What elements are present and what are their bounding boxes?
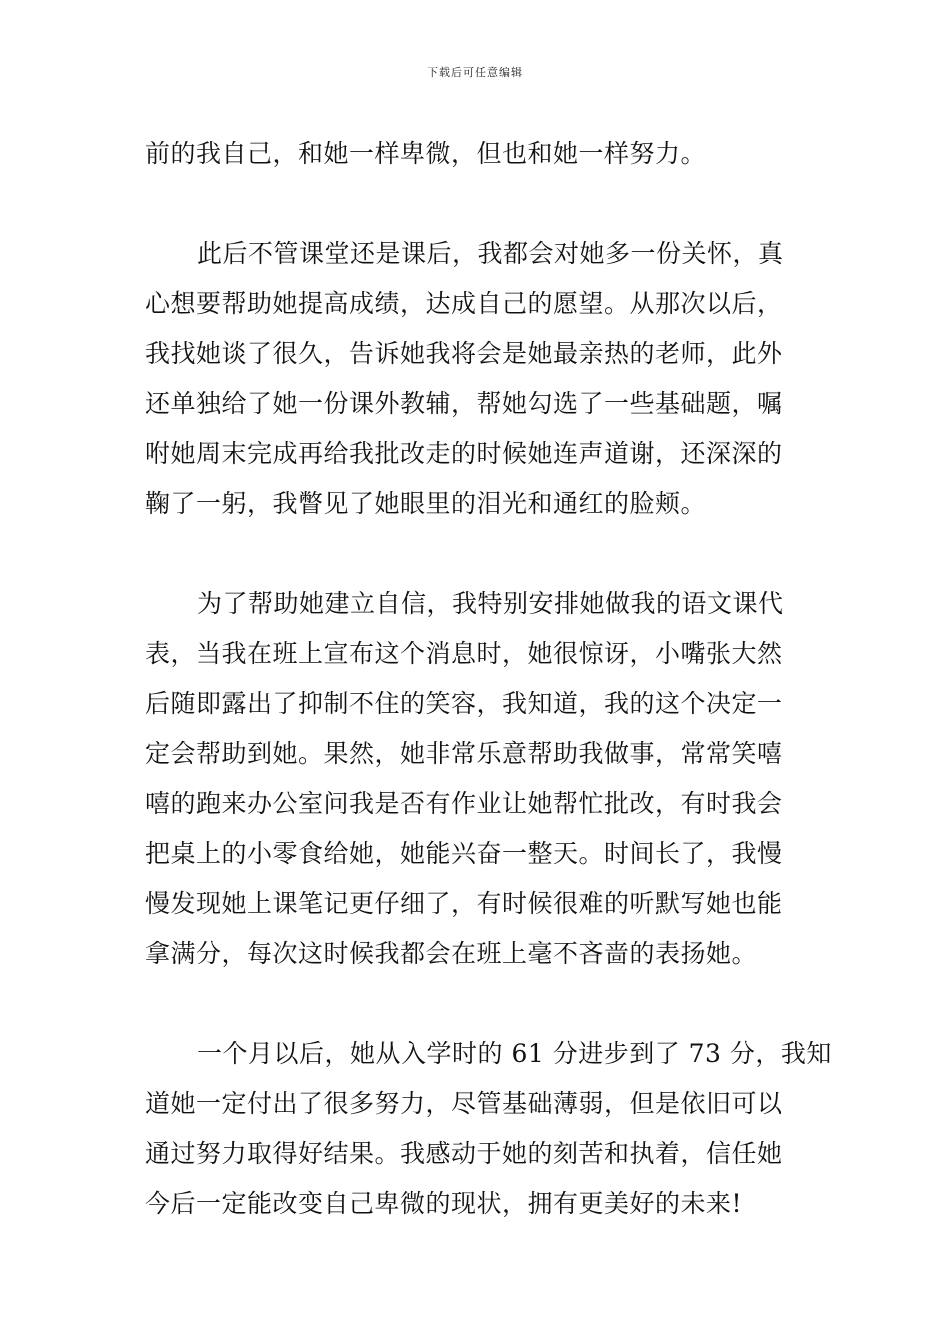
paragraph	[145, 129, 810, 179]
text-line: 通过努力取得好结果。我感动于她的刻苦和执着，信任她	[145, 1139, 783, 1168]
text-line: 心想要帮助她提高成绩，达成自己的愿望。从那次以后，	[145, 289, 783, 318]
paragraph-gap	[145, 979, 810, 1029]
text-line: 嘻的跑来办公室问我是否有作业让她帮忙批改，有时我会	[145, 789, 783, 818]
text-line: 此后不管课堂还是课后，我都会对她多一份关怀，真	[197, 239, 784, 268]
paragraph-gap	[145, 529, 810, 579]
text-line: 咐她周末完成再给我批改走的时候她连声道谢，还深深的	[145, 439, 783, 468]
paragraph-gap	[145, 179, 810, 229]
text-line: 把桌上的小零食给她，她能兴奋一整天。时间长了，我慢	[145, 839, 783, 868]
text-line: 还单独给了她一份课外教辅，帮她勾选了一些基础题，嘱	[145, 389, 783, 418]
text-line: 表，当我在班上宣布这个消息时，她很惊讶，小嘴张大然	[145, 639, 783, 668]
paragraph	[145, 579, 810, 979]
text-line: 一个月以后，她从入学时的 61 分进步到了 73 分，我知	[197, 1039, 832, 1068]
paragraph	[145, 1029, 832, 1229]
text-line: 拿满分，每次这时候我都会在班上毫不吝啬的表扬她。	[145, 939, 758, 968]
text-line: 鞠了一躬，我瞥见了她眼里的泪光和通红的脸颊。	[145, 489, 707, 518]
text-line: 为了帮助她建立自信，我特别安排她做我的语文课代	[197, 589, 784, 618]
text-line: 前的我自己，和她一样卑微，但也和她一样努力。	[145, 139, 707, 168]
text-line: 我找她谈了很久，告诉她我将会是她最亲热的老师，此外	[145, 339, 783, 368]
text-line: 慢发现她上课笔记更仔细了，有时候很难的听默写她也能	[145, 889, 783, 918]
page-header: 下载后可任意编辑	[427, 66, 523, 79]
text-line: 今后一定能改变自己卑微的现状，拥有更美好的未来!	[145, 1189, 743, 1218]
paragraph	[145, 229, 810, 529]
document-body	[145, 129, 832, 1229]
text-line: 定会帮助到她。果然，她非常乐意帮助我做事，常常笑嘻	[145, 739, 783, 768]
text-line: 后随即露出了抑制不住的笑容，我知道，我的这个决定一	[145, 689, 783, 718]
text-line: 道她一定付出了很多努力，尽管基础薄弱，但是依旧可以	[145, 1089, 783, 1118]
